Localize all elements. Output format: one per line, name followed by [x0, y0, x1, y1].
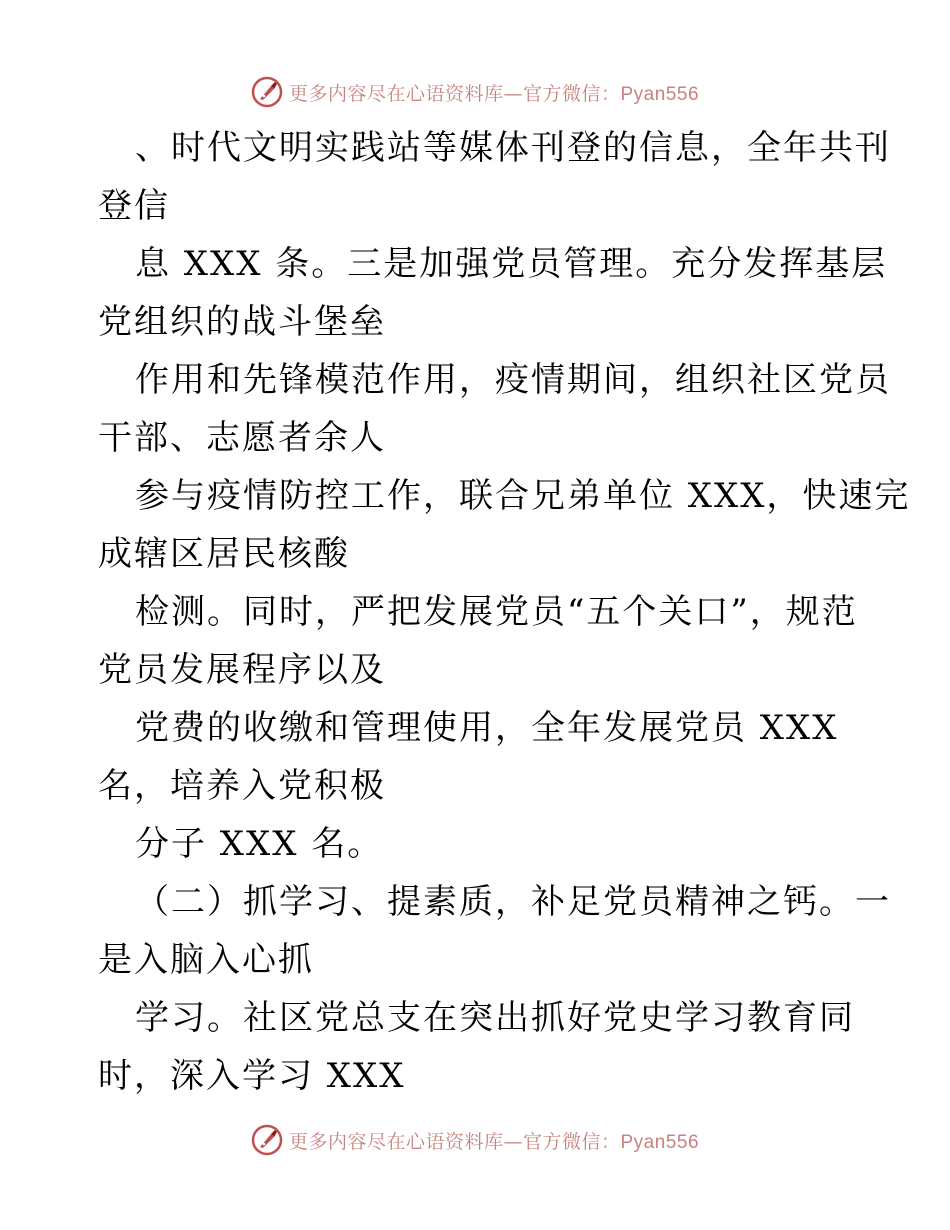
wechat-handle: Pyan556	[620, 83, 700, 105]
body-line: 党费的收缴和管理使用，全年发展党员 XXX	[135, 708, 839, 748]
body-line: （二）抓学习、提素质，补足党员精神之钙。一	[135, 882, 891, 922]
body-line: 时，深入学习 XXX	[98, 1056, 406, 1096]
pen-nib-icon	[251, 1124, 283, 1156]
banner-text: 更多内容尽在心语资料库—官方微信：Pyan556	[288, 1130, 700, 1153]
body-line: 是入脑入心抓	[98, 940, 314, 980]
body-line: 登信	[98, 186, 170, 226]
body-line: 分子 XXX 名。	[135, 824, 384, 864]
wechat-handle: Pyan556	[620, 1131, 700, 1153]
body-line: 参与疫情防控工作，联合兄弟单位 XXX，快速完	[135, 476, 911, 516]
body-line: 息 XXX 条。三是加强党员管理。充分发挥基层	[135, 244, 888, 284]
body-line: 党组织的战斗堡垒	[98, 302, 386, 342]
body-line: 成辖区居民核酸	[98, 534, 350, 574]
footer-banner	[0, 1120, 950, 1160]
body-line: 检测。同时，严把发展党员“五个关口”，规范	[135, 592, 858, 632]
body-line: 学习。社区党总支在突出抓好党史学习教育同	[135, 998, 855, 1038]
banner-text: 更多内容尽在心语资料库—官方微信：Pyan556	[288, 82, 700, 105]
body-line: 、时代文明实践站等媒体刊登的信息，全年共刊	[135, 128, 891, 168]
body-line: 名，培养入党积极	[98, 766, 386, 806]
body-line: 作用和先锋模范作用，疫情期间，组织社区党员	[135, 360, 891, 400]
body-line: 干部、志愿者余人	[98, 418, 386, 458]
body-line: 党员发展程序以及	[98, 650, 386, 690]
